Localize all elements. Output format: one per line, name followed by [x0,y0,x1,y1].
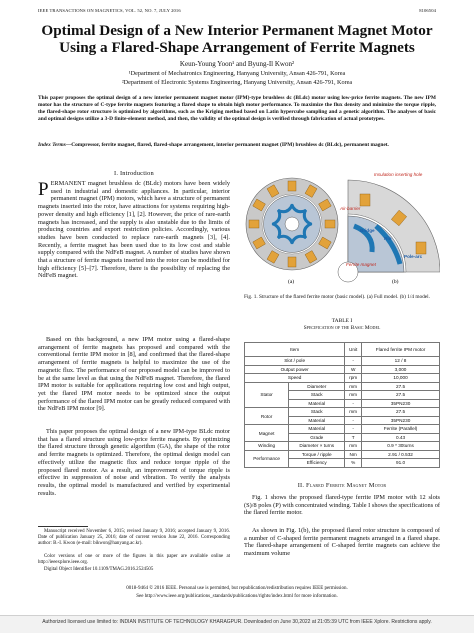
table-cell-item: Stack [289,391,345,400]
table-cell-unit: - [345,425,362,434]
table-group-rotor: Rotor [245,408,289,425]
table-cell-item: Slot / pole [245,357,345,366]
table-cell-value: 0.43 [362,433,440,442]
table-cell-value: 0.9 * 30turns [362,442,440,451]
affiliation-2: ²Department of Electronic Systems Engineering, Hanyang University, Ansan 426-791, Korea [121,79,353,86]
table-row [245,425,440,434]
intro-paragraph-3: This paper proposes the optimal design of a new IPM-type BLdc motor that has a flared structure using low-price ferrite magnets. By optimizing the flared structure through genetic algorithm (GA), the shape of the rotor and ferrite magnets is optimized. Therefore, the optimal design model can effectively utilize the magnetic flux and reduce torque ripple of the proposed flared motor. As a result, an improvement of torque ripple is effective in suppression of noise and vibration. To verify the analysis results, the optimal model is manufactured and verified by experimental results. [38,428,230,497]
table-cell-item: Efficiency [289,459,345,468]
table-header-unit: Unit [345,343,362,357]
intro-paragraph-1 [38,180,230,280]
winding-slot [325,220,335,228]
footnote-doi: Digital Object Identifier 10.1109/TMAG.2016.2524505 [44,567,154,572]
index-terms-text: —Compressor, ferrite magnet, flared, flared-shape arrangement, interior permanent magnet (IPM) brushless dc (BLdc), permanent magnet. [65,142,389,148]
table-row [245,382,440,391]
table-cell-value: 27.5 [362,382,440,391]
copyright-notice: 0018-9464 © 2016 IEEE. Personal use is permitted, but republication/redistribution requires IEEE permission. [126,586,348,591]
table-cell-unit: T [345,433,362,442]
table-row [245,408,440,417]
figure-1-drawing [244,168,440,288]
table-row [245,442,440,451]
label-ferrite-magnet: Ferrite magnet [346,262,376,267]
rights-notice: See http://www.ieee.org/publications_standards/publications/rights/index.html for more information. [136,594,338,599]
intro-paragraph-1-text: ERMANENT magnet brushless dc (BLdc) motors have been widely used in industrial and domestic appliances. In particular, interior permanent magnet (IPM) motors, which have a structure of permanent magnets inserted into the rotor, have attractions for systems requiring high-power density and high efficiency [1], [2]. However, the price of rare-earth magnets has increased, and the supply is also unstable due to the limits of producing countries and export restriction policies. Accordingly, various studies have been conducted to replace rare-earth magnets [3], [4]. Recently, a ferrite magnet has been used due to its low cost and stable supply compared with the NdFeB magnet. A number of studies have shown that a structure of ferrite magnets inserted into the rotor can be modified for high efficiency [5]–[7]. Therefore, there is the possibility of replacing the NdFeB magnet. [38,180,230,280]
table-cell-item: Material [289,399,345,408]
table-cell-item: Material [289,425,345,434]
running-header-journal: IEEE TRANSACTIONS ON MAGNETICS, VOL. 52, NO. 7, JULY 2016 [38,8,181,13]
table-group-stator: Stator [245,382,289,408]
table-header-row [245,343,440,357]
table-cell-unit: Nm [345,450,362,459]
table-group-performance: Performance [245,450,289,467]
table-row [245,450,440,459]
table-cell-item: Output power [245,365,345,374]
table-cell-value: 35PN230 [362,416,440,425]
specification-table [244,342,440,468]
table-cell-value: 10,000 [362,374,440,383]
section-2-heading: II. Flared Ferrite Magnet Motor [297,482,387,489]
label-bridge: Bridge [360,228,375,233]
label-rib: Rib [384,236,392,241]
table-cell-unit: - [345,357,362,366]
table-cell-unit: mm [345,442,362,451]
label-air-barrier: Air-barrier [340,206,361,211]
table-cell-unit: - [345,416,362,425]
index-terms [38,142,436,149]
panel-a-label: (a) [288,279,295,285]
table-1-number: TABLE I [331,318,353,324]
affiliation-1: ¹Department of Mechatronics Engineering, Hanyang University, Ansan 426-791, Korea [128,70,346,77]
table-cell-unit: mm [345,391,362,400]
table-cell-value: 27.5 [362,408,440,417]
winding-slot [249,220,259,228]
table-cell-value: 3,000 [362,365,440,374]
table-header-item: Item [245,343,345,357]
table-row [245,365,440,374]
table-cell-item: Torque / ripple [289,450,345,459]
winding-slot [288,181,296,191]
table-cell-unit: rpm [345,374,362,383]
table-cell-item: Stack [289,408,345,417]
table-row [245,374,440,383]
table-cell-value: 35PN230 [362,399,440,408]
label-pole-arc: Pole-arc [404,254,423,259]
table-cell-value: 27.5 [362,391,440,400]
table-cell-value: 12 / 8 [362,357,440,366]
full-motor-model [246,178,338,270]
winding-slot [288,257,296,267]
table-1-title: Specification of the Basic Model [303,325,381,331]
section-2-paragraph-2: As shown in Fig. 1(b), the proposed flared rotor structure is composed of a number of C-shaped ferrite permanent magnets arranged in a flared shape. The flared-shape arrangement of C-shaped ferrite magnets can achieve the maximum volume [244,527,440,558]
table-cell-item: Diameter [289,382,345,391]
authorized-use-notice: Authorized licensed use limited to: INDIAN INSTITUTE OF TECHNOLOGY KHARAGPUR. Downloaded on June 30,2022 at 21:05:39 UTC from IEEE Xplore. Restrictions apply. [42,619,432,625]
section-1-heading: I. Introduction [114,170,154,177]
running-header-article-number: 8106504 [419,8,436,13]
table-cell-item: Material [289,416,345,425]
table-header-value: Flared ferrite IPM motor [362,343,440,357]
table-group-winding: Winding [245,442,289,451]
section-2-paragraph-1: Fig. 1 shows the proposed flared-type ferrite IPM motor with 12 slots (S)/8 poles (P) with concentrated winding. Table I shows the specifications of the flared ferrite motor. [244,494,440,517]
table-row [245,357,440,366]
table-cell-unit: mm [345,382,362,391]
table-1-caption [244,318,440,332]
paper-authors: Keun-Young Yoon¹ and Byung-Il Kwon² [179,60,295,68]
table-cell-unit: mm [345,408,362,417]
index-terms-label: Index Terms [38,142,66,148]
footnote-rule [38,526,88,527]
table-cell-item: Diameter × turns [289,442,345,451]
footnote-color: Color versions of one or more of the figures in this paper are available online at http://ieeexplore.ieee.org. [38,554,230,566]
table-cell-item: Grade [289,433,345,442]
table-cell-value: 2.91 / 0.532 [362,450,440,459]
abstract: This paper proposes the optimal design of a new interior permanent magnet motor (IPM)-type brushless dc (BLdc) motor using low-price ferrite magnets. The new IPM motor has the structure of C-type ferrite magnets featuring a flared shape to obtain high motor performance. To maximize the flux density and minimize the torque ripple, the flared-shape rotor structure is optimized by algorithms, such as the Kriging method based on Latin hypercube sampling and a genetic algorithm. The analyses of basic and optimal designs utilize a 3-D finite-element method, and then, the validity of the optimal design is verified through fabrication of actual prototypes. [38,95,436,123]
drop-cap: P [38,179,49,200]
footnote-received: Manuscript received November 6, 2015; revised January 9, 2016; accepted January 9, 2016. Date of publication January 25, 2016; date of current version June 22, 2016. Corresponding author: B.-I. Kwon (e-mail: bikwon@hanyang.ac.kr). [38,529,230,547]
table-cell-unit: % [345,459,362,468]
panel-b-label: (b) [392,279,399,285]
table-cell-unit: W [345,365,362,374]
table-cell-item: Speed [245,374,345,383]
figure-1 [244,168,440,288]
table-cell-value: 91.0 [362,459,440,468]
figure-1-caption: Fig. 1. Structure of the flared ferrite motor (basic model). (a) Full model. (b) 1/4 model. [244,294,430,300]
label-insulation-hole: Insulation inserting hole [374,172,423,177]
intro-paragraph-2: Based on this background, a new IPM motor using a flared-shape arrangement of ferrite magnets has proposed and compared with the conventional ferrite IPM motor in [8], and confirmed that the flared-shape arrangement of ferrite magnets is helpful to maximize the use of the magnetic flux. The performance of our proposed model can be improved to be at the same level as that using the NdFeB magnet. Therefore, the flared IPM motor is suitable for applications requiring low cost and high output, yet the flared IPM motor needs to be optimized since the output performance of the flared IPM motor can be greatly reduced compared with the NdFeB IPM motor [9]. [38,336,230,413]
paper-title: Optimal Design of a New Interior Permanent Magnet Motor Using a Flared-Shape Arrangement of Ferrite Magnets [41,22,433,56]
table-cell-unit: - [345,399,362,408]
table-cell-value: Ferrite (Parallel) [362,425,440,434]
table-group-magnet: Magnet [245,425,289,442]
